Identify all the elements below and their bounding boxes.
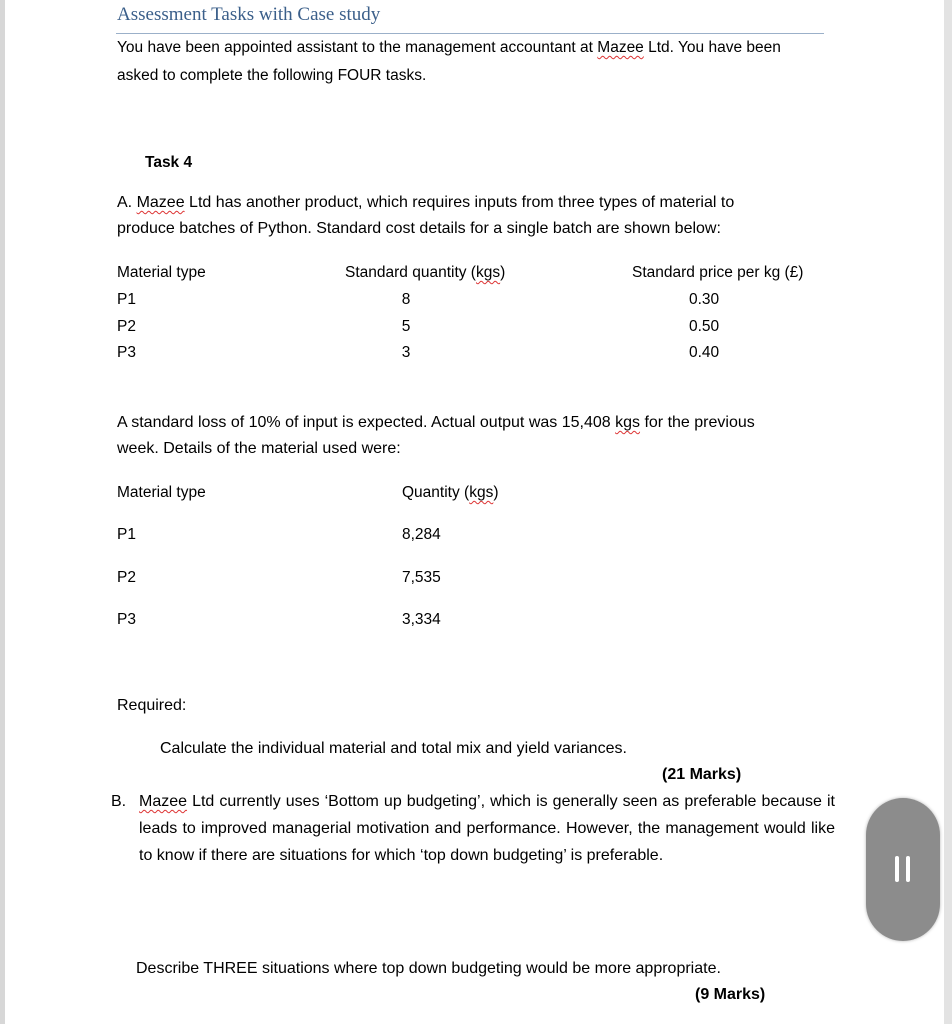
page-left-edge (0, 0, 5, 1024)
std-header-price: Standard price per kg (£) (632, 264, 804, 281)
std-row-material: P1 (117, 291, 136, 308)
intro-line-1: You have been appointed assistant to the management accountant at Mazee Ltd. You have been (117, 39, 781, 56)
std-row-price: 0.40 (689, 344, 720, 361)
std-row-material: P3 (117, 344, 136, 361)
grip-bar-icon (895, 856, 899, 882)
grip-bar-icon (906, 856, 910, 882)
part-b-label: B. (111, 793, 127, 810)
std-row-price: 0.50 (689, 318, 720, 335)
loss-line-1: A standard loss of 10% of input is expected. Actual output was 15,408 kgs for the previous (117, 414, 755, 431)
part-a-line-1: A. Mazee Ltd has another product, which requires inputs from three types of material to (117, 194, 735, 211)
required-instruction: Calculate the individual material and total mix and yield variances. (160, 740, 627, 757)
part-b-text: Mazee Ltd currently uses ‘Bottom up budgeting’, which is generally seen as preferable because it leads to improved managerial motivation and performance. However, the management would like to know if there are situations for which ‘top down budgeting’ is preferable. (139, 793, 835, 864)
page-right-edge (944, 0, 952, 1024)
std-row-qty: 8 (401, 291, 411, 308)
act-row-material: P1 (117, 526, 136, 543)
part-b-marks: (9 Marks) (695, 986, 766, 1003)
part-a-line-2: produce batches of Python. Standard cost details for a single batch are shown below: (117, 220, 721, 237)
intro-line-2: asked to complete the following FOUR tasks. (117, 67, 427, 84)
act-header-quantity: Quantity (kgs) (402, 484, 499, 501)
std-row-qty: 3 (401, 344, 411, 361)
std-header-material: Material type (117, 264, 206, 281)
act-row-qty: 7,535 (402, 569, 441, 586)
scroll-handle[interactable] (866, 798, 940, 941)
part-b-instruction: Describe THREE situations where top down budgeting would be more appropriate. (136, 960, 721, 977)
std-row-qty: 5 (401, 318, 411, 335)
std-row-price: 0.30 (689, 291, 720, 308)
act-row-material: P2 (117, 569, 136, 586)
required-label: Required: (117, 697, 187, 714)
task-heading: Task 4 (145, 154, 193, 171)
std-header-quantity: Standard quantity (kgs) (345, 264, 506, 281)
act-row-qty: 8,284 (402, 526, 441, 543)
act-row-qty: 3,334 (402, 611, 441, 628)
part-a-marks: (21 Marks) (662, 766, 742, 783)
loss-line-2: week. Details of the material used were: (117, 440, 401, 457)
act-row-material: P3 (117, 611, 136, 628)
act-header-material: Material type (117, 484, 206, 501)
document-title: Assessment Tasks with Case study (117, 4, 381, 25)
std-row-material: P2 (117, 318, 136, 335)
